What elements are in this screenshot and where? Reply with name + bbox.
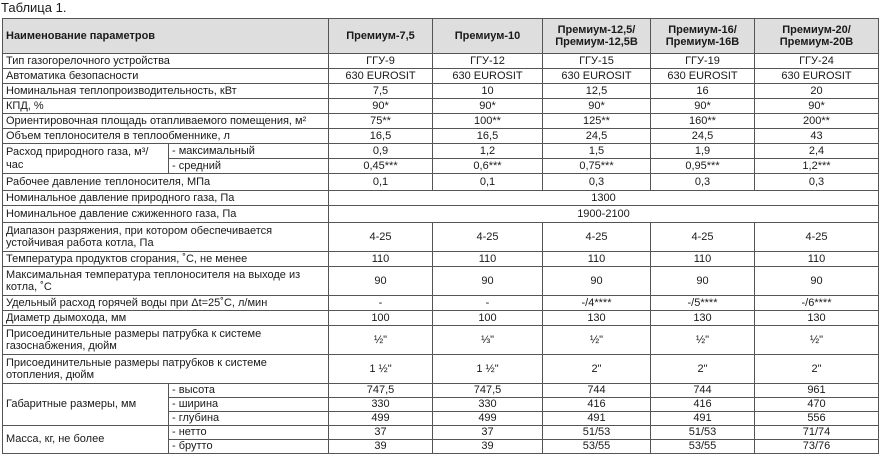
chimney-value: 100 [433, 311, 543, 326]
power-value: 16 [651, 84, 755, 99]
heatconn-value: 1 ½" [433, 355, 543, 384]
volume-value: 16,5 [433, 129, 543, 144]
gas-label: Расход природного газа, м³/час [3, 144, 169, 174]
table-header [3, 19, 879, 54]
gas-avg-value: 0,95*** [651, 159, 755, 174]
maxtemp-value: 90 [433, 267, 543, 296]
lpg-value: 1900-2100 [329, 206, 879, 223]
row-heatconn [3, 355, 879, 384]
gas-max-value: 1,9 [651, 144, 755, 159]
heatconn-label: Присоединительные размеры патрубков к системе отопления, дюйм [3, 355, 329, 384]
row-burner [3, 54, 879, 69]
gasconn-value: ½" [651, 326, 755, 355]
chimney-label: Диаметр дымохода, мм [3, 311, 329, 326]
hotwater-value: -/5**** [651, 296, 755, 311]
pressure-value: 0,3 [651, 174, 755, 191]
dims-value: 744 [543, 384, 651, 398]
hotwater-value: - [329, 296, 433, 311]
dims-value: 961 [755, 384, 879, 398]
row-eff [3, 99, 879, 114]
volume-value: 43 [755, 129, 879, 144]
power-label: Номинальная теплопроизводительность, кВт [3, 84, 329, 99]
mass-sub: - нетто [169, 426, 329, 440]
pressure-label: Рабочее давление теплоносителя, МПа [3, 174, 329, 191]
dims-value: 491 [543, 412, 651, 426]
draft-value: 4-25 [651, 223, 755, 252]
dims-label: Габаритные размеры, мм [3, 384, 169, 426]
burner-value: ГГУ-15 [543, 54, 651, 69]
safety-value: 630 EUROSIT [433, 69, 543, 84]
volume-value: 24,5 [543, 129, 651, 144]
gasconn-value: ⅓" [433, 326, 543, 355]
chimney-value: 100 [329, 311, 433, 326]
mass-value: 73/76 [755, 440, 879, 454]
volume-value: 16,5 [329, 129, 433, 144]
mass-value: 53/55 [543, 440, 651, 454]
header-model: Премиум-12,5/ Премиум-12,5В [543, 19, 651, 54]
hotwater-value: -/4**** [543, 296, 651, 311]
area-value: 160** [651, 114, 755, 129]
draft-value: 4-25 [755, 223, 879, 252]
natgas-label: Номинальное давление природного газа, Па [3, 191, 329, 206]
hotwater-label: Удельный расход горячей воды при Δt=25˚С, л/мин [3, 296, 329, 311]
dims-value: 330 [433, 398, 543, 412]
row-flue [3, 252, 879, 267]
safety-value: 630 EUROSIT [329, 69, 433, 84]
dims-value: 470 [755, 398, 879, 412]
heatconn-value: 2" [755, 355, 879, 384]
area-label: Ориентировочная площадь отапливаемого помещения, м² [3, 114, 329, 129]
safety-value: 630 EUROSIT [543, 69, 651, 84]
header-param: Наименование параметров [3, 19, 329, 54]
power-value: 20 [755, 84, 879, 99]
mass-value: 39 [433, 440, 543, 454]
gas-max-value: 1,5 [543, 144, 651, 159]
header-model: Премиум-7,5 [329, 19, 433, 54]
maxtemp-value: 90 [329, 267, 433, 296]
row-lpg [3, 206, 879, 223]
row-pressure [3, 174, 879, 191]
gas-max-value: 0,9 [329, 144, 433, 159]
maxtemp-value: 90 [755, 267, 879, 296]
row-hotwater [3, 296, 879, 311]
row-gas [3, 144, 879, 159]
mass-value: 53/55 [651, 440, 755, 454]
natgas-value: 1300 [329, 191, 879, 206]
dims-value: 330 [329, 398, 433, 412]
heatconn-value: 1 ½" [329, 355, 433, 384]
flue-value: 110 [433, 252, 543, 267]
row-draft [3, 223, 879, 252]
header-model: Премиум-10 [433, 19, 543, 54]
chimney-value: 130 [755, 311, 879, 326]
maxtemp-value: 90 [651, 267, 755, 296]
gasconn-value: ½" [755, 326, 879, 355]
dims-value: 499 [433, 412, 543, 426]
gas-max-value: 1,2 [433, 144, 543, 159]
maxtemp-label: Максимальная температура теплоносителя на выходе из котла, ˚С [3, 267, 329, 296]
volume-label: Объем теплоносителя в теплообменнике, л [3, 129, 329, 144]
gasconn-label: Присоединительные размеры патрубка к системе газоснабжения, дюйм [3, 326, 329, 355]
header-model: Премиум-20/ Премиум-20В [755, 19, 879, 54]
volume-value: 24,5 [651, 129, 755, 144]
gas-avg-value: 0,75*** [543, 159, 651, 174]
mass-label: Масса, кг, не более [3, 426, 169, 454]
row-gasconn [3, 326, 879, 355]
gasconn-value: ½" [543, 326, 651, 355]
row-area [3, 114, 879, 129]
header-model: Премиум-16/ Премиум-16В [651, 19, 755, 54]
chimney-value: 130 [651, 311, 755, 326]
dims-value: 416 [651, 398, 755, 412]
burner-value: ГГУ-19 [651, 54, 755, 69]
safety-value: 630 EUROSIT [755, 69, 879, 84]
dims-value: 499 [329, 412, 433, 426]
dims-value: 747,5 [433, 384, 543, 398]
row-power [3, 84, 879, 99]
heatconn-value: 2" [543, 355, 651, 384]
hotwater-value: -/6**** [755, 296, 879, 311]
row-natgas [3, 191, 879, 206]
spec-table [2, 18, 879, 454]
eff-value: 90* [543, 99, 651, 114]
eff-label: КПД, % [3, 99, 329, 114]
burner-value: ГГУ-9 [329, 54, 433, 69]
draft-label: Диапазон разряжения, при котором обеспечивается устойчивая работа котла, Па [3, 223, 329, 252]
row-safety [3, 69, 879, 84]
row-chimney [3, 311, 879, 326]
row-maxtemp [3, 267, 879, 296]
area-value: 100** [433, 114, 543, 129]
gas-avg-value: 0,6*** [433, 159, 543, 174]
draft-value: 4-25 [433, 223, 543, 252]
mass-value: 51/53 [651, 426, 755, 440]
area-value: 75** [329, 114, 433, 129]
dims-value: 747,5 [329, 384, 433, 398]
pressure-value: 0,3 [755, 174, 879, 191]
row-volume [3, 129, 879, 144]
flue-label: Температура продуктов сгорания, ˚С, не менее [3, 252, 329, 267]
gasconn-value: ½" [329, 326, 433, 355]
area-value: 125** [543, 114, 651, 129]
gas-avg-value: 1,2*** [755, 159, 879, 174]
mass-value: 71/74 [755, 426, 879, 440]
flue-value: 110 [651, 252, 755, 267]
dims-sub: - высота [169, 384, 329, 398]
pressure-value: 0,3 [543, 174, 651, 191]
flue-value: 110 [755, 252, 879, 267]
mass-value: 37 [329, 426, 433, 440]
flue-value: 110 [543, 252, 651, 267]
dims-value: 491 [651, 412, 755, 426]
heatconn-value: 2" [651, 355, 755, 384]
mass-sub: - брутто [169, 440, 329, 454]
burner-value: ГГУ-24 [755, 54, 879, 69]
dims-value: 556 [755, 412, 879, 426]
mass-value: 51/53 [543, 426, 651, 440]
eff-value: 90* [433, 99, 543, 114]
row-mass [3, 426, 879, 440]
flue-value: 110 [329, 252, 433, 267]
gas-sub-avg: - средний [169, 159, 329, 174]
dims-value: 416 [543, 398, 651, 412]
dims-sub: - глубина [169, 412, 329, 426]
row-dims [3, 384, 879, 398]
safety-value: 630 EUROSIT [651, 69, 755, 84]
pressure-value: 0,1 [433, 174, 543, 191]
gas-max-value: 2,4 [755, 144, 879, 159]
mass-value: 39 [329, 440, 433, 454]
gas-avg-value: 0,45*** [329, 159, 433, 174]
table-caption: Таблица 1. [1, 0, 67, 15]
eff-value: 90* [755, 99, 879, 114]
burner-value: ГГУ-12 [433, 54, 543, 69]
dims-sub: - ширина [169, 398, 329, 412]
mass-value: 37 [433, 426, 543, 440]
power-value: 12,5 [543, 84, 651, 99]
safety-label: Автоматика безопасности [3, 69, 329, 84]
area-value: 200** [755, 114, 879, 129]
power-value: 7,5 [329, 84, 433, 99]
power-value: 10 [433, 84, 543, 99]
draft-value: 4-25 [543, 223, 651, 252]
maxtemp-value: 90 [543, 267, 651, 296]
eff-value: 90* [651, 99, 755, 114]
dims-value: 744 [651, 384, 755, 398]
draft-value: 4-25 [329, 223, 433, 252]
gas-sub-max: - максимальный [169, 144, 329, 159]
burner-label: Тип газогорелочного устройства [3, 54, 329, 69]
pressure-value: 0,1 [329, 174, 433, 191]
chimney-value: 130 [543, 311, 651, 326]
eff-value: 90* [329, 99, 433, 114]
hotwater-value: - [433, 296, 543, 311]
lpg-label: Номинальное давление сжиженного газа, Па [3, 206, 329, 223]
